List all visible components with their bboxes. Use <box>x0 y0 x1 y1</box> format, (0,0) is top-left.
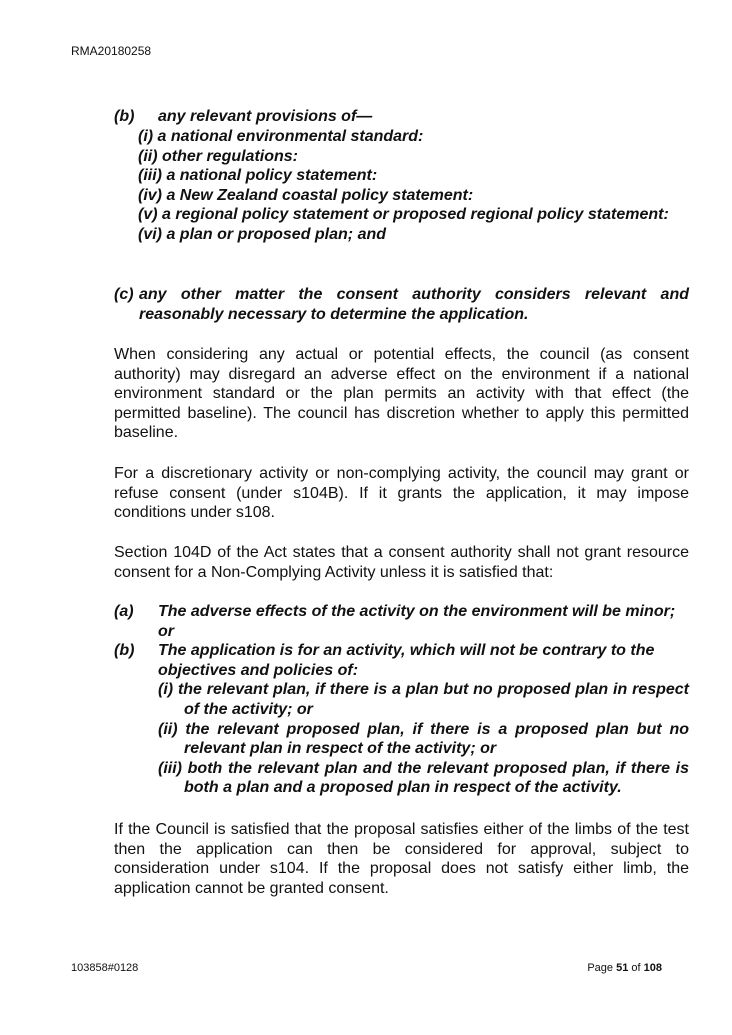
list-b-label: (b) <box>114 108 135 125</box>
test-sub-item: (iii) both the relevant plan and the relevant proposed plan, if there is both a plan and a proposed plan in respect of the activity. <box>158 759 689 797</box>
gateway-test-list <box>114 602 689 798</box>
paragraph-permitted-baseline: When considering any actual or potential effects, the council (as consent authority) may disregard an adverse effect on the environment if a national environment standard or the plan permits an activity with that effect (the permitted baseline). The council has discretion whether to apply this permitted baseline. <box>114 346 689 442</box>
list-b-items <box>114 127 689 245</box>
test-b-sublist <box>114 680 689 798</box>
list-c-text: any other matter the consent authority considers relevant and reasonably necessary to determine the application. <box>139 286 689 323</box>
list-item: (iii) a national policy statement: <box>138 167 378 185</box>
paragraph-discretionary: For a discretionary activity or non-complying activity, the council may grant or refuse consent (under s104B). If it grants the application, it may impose conditions under s108. <box>114 465 689 522</box>
header-reference: RMA20180258 <box>71 44 152 58</box>
footer-page-current: 51 <box>616 962 629 974</box>
test-a-label: (a) <box>114 603 134 620</box>
list-item-text: (v) a regional policy statement or proposed regional policy statement: <box>138 206 669 224</box>
test-a-text: The adverse effects of the activity on the environment will be minor; or <box>158 603 676 640</box>
paragraph-section-104d: Section 104D of the Act states that a consent authority shall not grant resource consent for a Non-Complying Activity unless it is satisfied that: <box>114 544 689 581</box>
list-item: (vi) a plan or proposed plan; and <box>138 225 387 243</box>
test-sub-item: (i) the relevant plan, if there is a plan but no proposed plan in respect of the activity; or <box>158 681 689 718</box>
footer-doc-id: 103858#0128 <box>71 962 139 974</box>
list-item <box>118 205 689 225</box>
footer-page-word: Page <box>587 962 614 974</box>
test-b-text: The application is for an activity, which will not be contrary to the objectives and policies of: <box>158 642 655 679</box>
footer-page-total: 108 <box>643 962 662 974</box>
footer-page-number <box>587 962 662 974</box>
paragraph-closing: If the Council is satisfied that the proposal satisfies either of the limbs of the test then the application can then be considered for approval, subject to consideration under s104. If the proposal does not satisfy either limb, the application cannot be granted consent. <box>114 821 689 897</box>
provisions-list-b <box>114 107 689 245</box>
list-item: (iv) a New Zealand coastal policy statement: <box>138 186 474 204</box>
list-item: (i) a national environmental standard: <box>138 128 424 145</box>
list-b-text: any relevant provisions of— <box>158 108 373 125</box>
test-sub-item: (ii) the relevant proposed plan, if there is a proposed plan but no relevant plan in respect of the activity; or <box>158 720 689 758</box>
list-c-label: (c) <box>114 286 134 303</box>
footer-of-word: of <box>631 962 641 974</box>
list-item: (ii) other regulations: <box>138 147 298 165</box>
test-b-label: (b) <box>114 642 135 660</box>
provisions-list-c <box>114 285 689 324</box>
